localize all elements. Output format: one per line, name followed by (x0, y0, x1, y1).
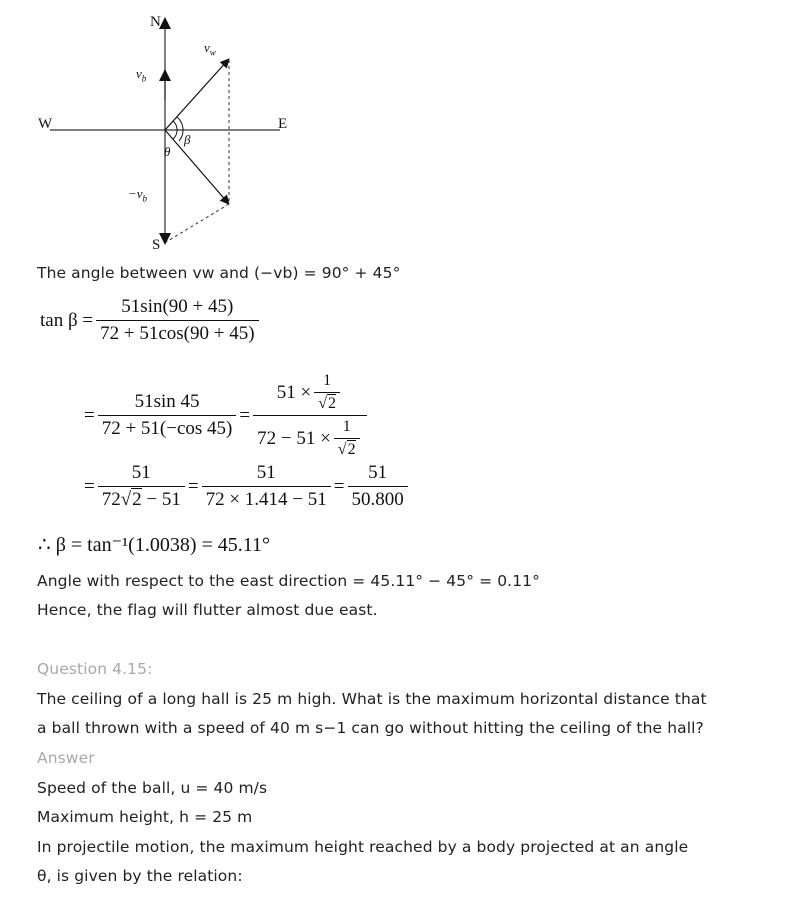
equals-sign: = (239, 404, 251, 426)
label-north: N (150, 14, 161, 30)
eq1-denominator: 72 + 51cos(90 + 45) (96, 320, 258, 345)
neg-vb-symbol: −v (128, 186, 143, 201)
height-text: Maximum height, h = 25 m (37, 808, 253, 826)
label-south: S (152, 237, 161, 253)
eq3a-numerator: 51 (131, 462, 151, 483)
two: 2 (347, 441, 356, 458)
one-over-root2 (334, 418, 360, 459)
equals-sign: = (84, 404, 95, 426)
one-over-root2 (314, 372, 340, 413)
neg-vb-sub: b (142, 193, 148, 204)
root2 (314, 392, 340, 413)
angle-east-text: Angle with respect to the east direction = 45.11° − 45° = 0.11° (37, 572, 540, 590)
label-neg-vb (128, 186, 147, 204)
eq2b-den-text: 72 − 51 × (257, 427, 331, 449)
minus-51: − 51 (141, 489, 181, 510)
eq1-numerator: 51sin(90 + 45) (121, 296, 234, 317)
eq3c-numerator: 51 (368, 462, 388, 483)
vw-vector (165, 60, 228, 130)
vb-symbol: v (136, 66, 142, 81)
label-vb (136, 66, 146, 84)
label-beta: β (184, 132, 191, 147)
vector-diagram (30, 0, 300, 260)
eq3-fraction-a (98, 462, 185, 511)
vb-sub: b (141, 73, 147, 84)
eq2a-denominator: 72 + 51(−cos 45) (98, 415, 237, 440)
resultant-vector (165, 130, 228, 203)
eq1-lhs: tan β = (40, 309, 94, 331)
equation-tan-beta (40, 296, 262, 345)
equation-step2 (84, 372, 370, 459)
eq3b-numerator: 51 (256, 462, 276, 483)
beta-arc (177, 117, 183, 141)
eq3-fraction-c (348, 462, 408, 511)
label-west: W (38, 116, 53, 132)
speed-text: Speed of the ball, u = 40 m/s (37, 779, 268, 797)
question-label: Question 4.15: (37, 660, 153, 678)
eq3a-denominator (98, 486, 185, 511)
vw-sub: w (209, 47, 216, 58)
sqrt-symbol: √ (120, 489, 132, 510)
angle-between-text: The angle between vw and (−vb) = 90° + 45° (37, 264, 401, 282)
equals-sign: = (333, 475, 345, 497)
eq3-fraction-b (202, 462, 331, 511)
conclusion-text: Hence, the flag will flutter almost due east. (37, 601, 378, 619)
label-east: E (278, 116, 288, 132)
beta-result: ∴ β = tan⁻¹(1.0038) = 45.11° (38, 534, 271, 556)
label-vw (204, 40, 216, 58)
equation-step3 (84, 462, 411, 511)
eq3b-denominator: 72 × 1.414 − 51 (202, 486, 331, 511)
eq2b-denominator (253, 415, 366, 459)
eq2-fraction-a (98, 391, 237, 440)
question-line-1: The ceiling of a long hall is 25 m high. What is the maximum horizontal distance that (37, 690, 707, 708)
equals-sign: = (84, 475, 95, 497)
seventy-two: 72 (101, 489, 121, 510)
projectile-line-1: In projectile motion, the maximum height reached by a body projected at an angle (37, 838, 689, 856)
eq2-fraction-b (253, 372, 366, 459)
root2 (334, 438, 360, 459)
one: 1 (342, 418, 351, 435)
question-line-2: a ball thrown with a speed of 40 m s−1 can go without hitting the ceiling of the hall? (37, 719, 704, 737)
eq2b-numerator (273, 372, 347, 415)
eq2a-numerator: 51sin 45 (134, 391, 200, 412)
sqrt-symbol: √ (318, 395, 327, 412)
two: 2 (327, 395, 336, 412)
label-theta: θ (164, 144, 171, 159)
one: 1 (323, 372, 332, 389)
sqrt-symbol: √ (337, 441, 347, 458)
eq2b-num-text: 51 × (276, 381, 312, 403)
projectile-line-2: θ, is given by the relation: (37, 867, 243, 885)
answer-label: Answer (37, 749, 95, 767)
equals-sign: = (187, 475, 199, 497)
two: 2 (132, 489, 142, 510)
eq1-fraction (96, 296, 258, 345)
vw-symbol: v (204, 40, 210, 55)
dashed-diagonal (166, 204, 229, 242)
eq3c-denominator: 50.800 (348, 486, 408, 511)
